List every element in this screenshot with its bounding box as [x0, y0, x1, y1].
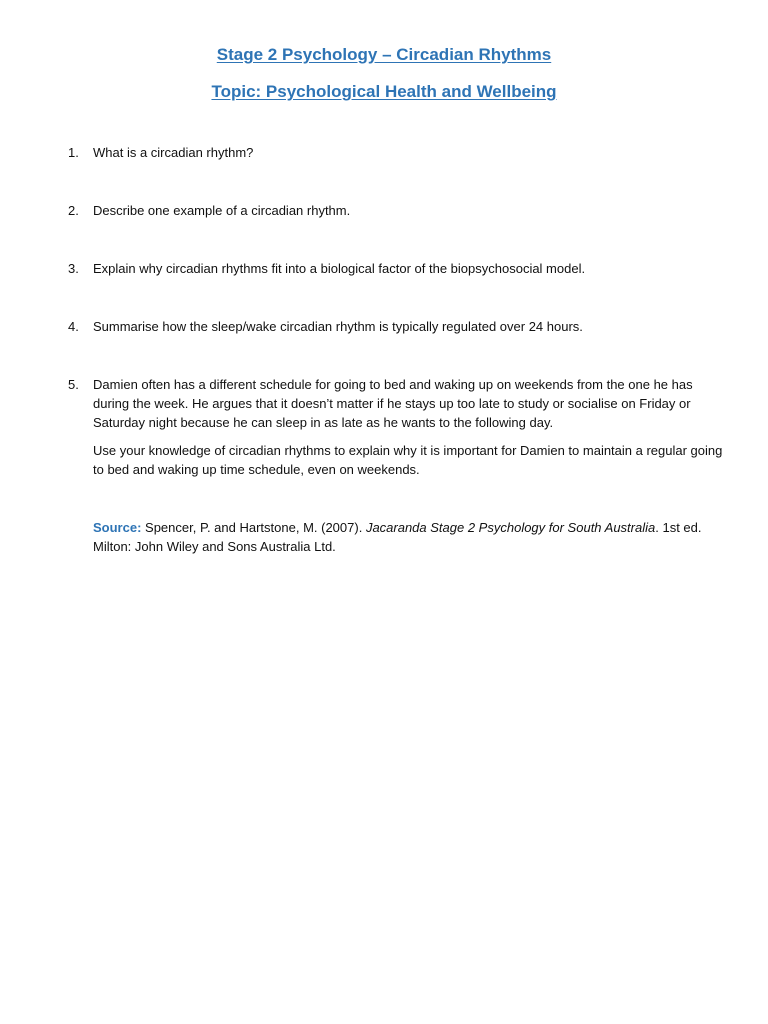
source-authors: Spencer, P. and Hartstone, M. (2007).: [145, 520, 363, 535]
question-text-continued: Use your knowledge of circadian rhythms to explain why it is important for Damien to maintain a regular going to bed and waking up time schedule, even on weekends.: [93, 443, 723, 477]
question-item: [68, 317, 728, 336]
question-text: Explain why circadian rhythms fit into a biological factor of the biopsychosocial model.: [93, 261, 586, 276]
document-title: Stage 2 Psychology – Circadian Rhythms: [216, 45, 552, 64]
question-text: What is a circadian rhythm?: [93, 145, 254, 160]
question-item: [68, 259, 728, 278]
question-list: [68, 143, 728, 479]
source-label: Source:: [93, 520, 142, 535]
question-text: Describe one example of a circadian rhythm.: [93, 203, 351, 218]
question-text: Damien often has a different schedule for going to bed and waking up on weekends from the one he has during the week. He argues that it doesn’t matter if he stays up too late to study or socialise on Friday or Saturday night because he can sleep in as late as he wants to the following day.: [93, 377, 693, 430]
question-item: [68, 201, 728, 220]
question-number: 3.: [68, 261, 79, 276]
question-number: 4.: [68, 319, 79, 334]
source-publication-details: . 1st ed. Milton: John Wiley and Sons Australia Ltd.: [93, 520, 702, 554]
question-number: 5.: [68, 377, 79, 392]
document-topic: Topic: Psychological Health and Wellbeing: [211, 82, 557, 101]
question-number: 2.: [68, 203, 79, 218]
source-book-title: Jacaranda Stage 2 Psychology for South Australia: [365, 520, 656, 535]
question-item: [68, 375, 728, 479]
source-citation: [93, 518, 723, 556]
question-item: [68, 143, 728, 162]
question-number: 1.: [68, 145, 79, 160]
question-text: Summarise how the sleep/wake circadian rhythm is typically regulated over 24 hours.: [93, 319, 583, 334]
